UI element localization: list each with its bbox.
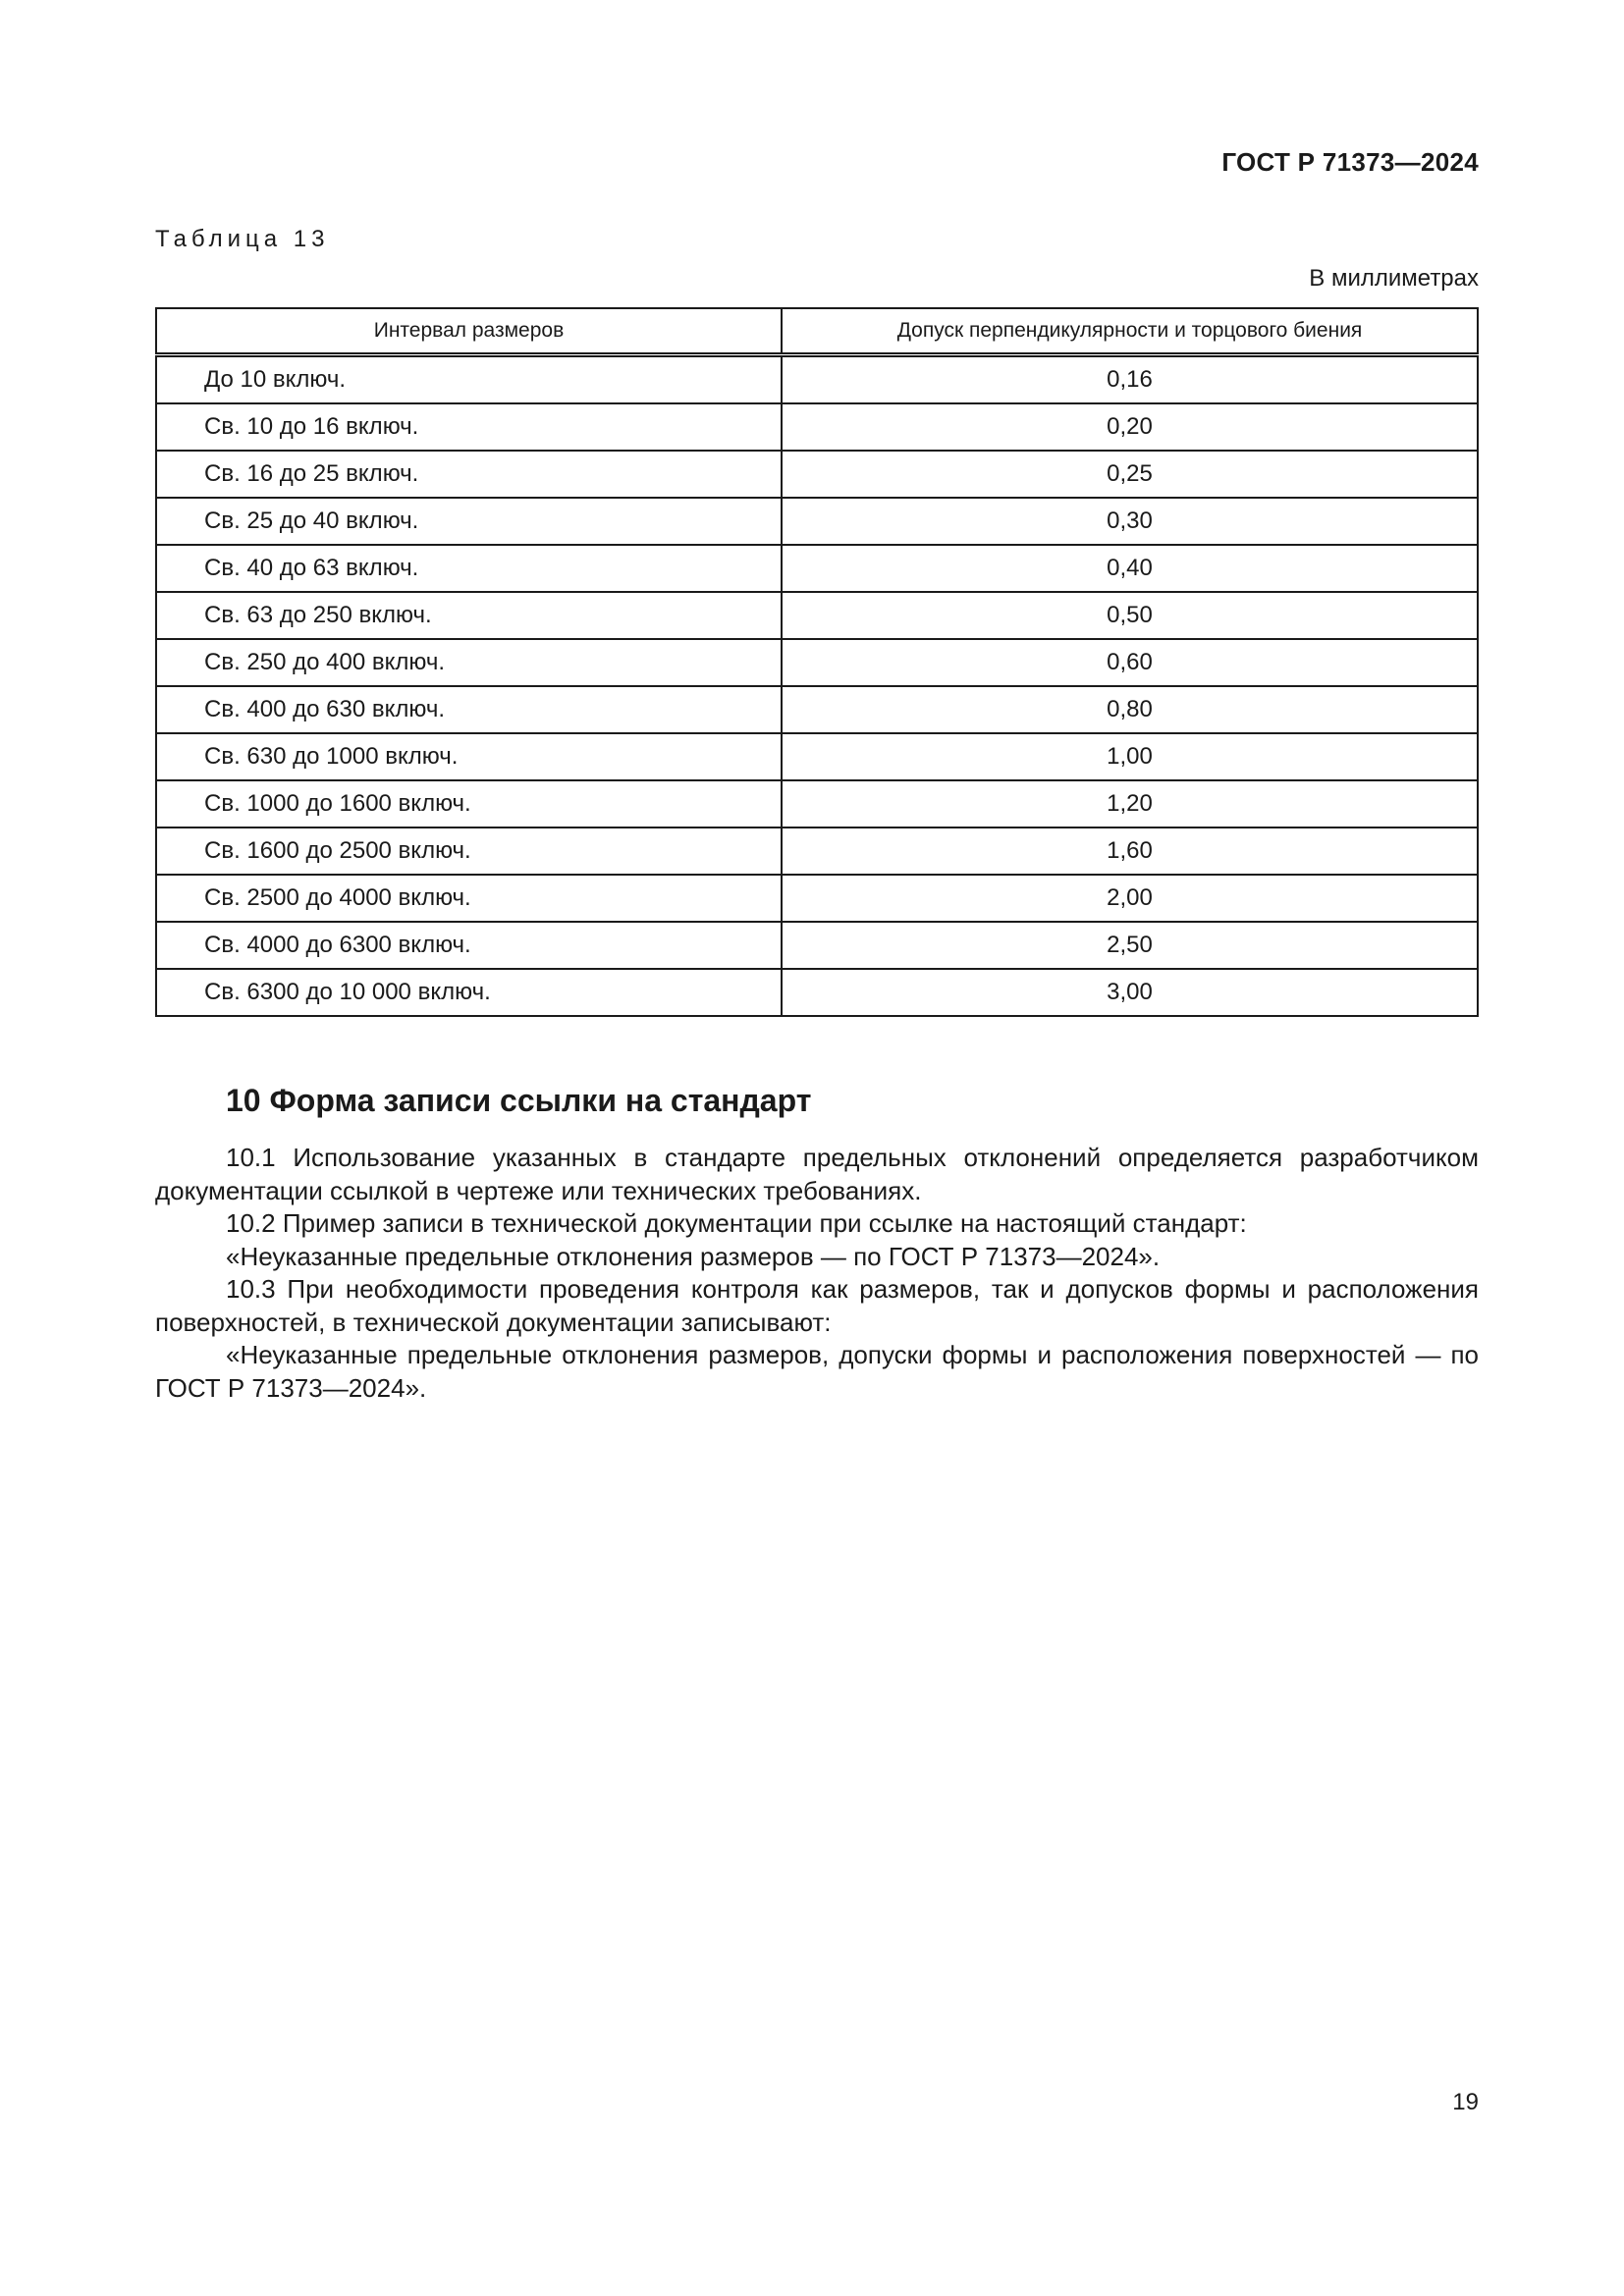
table-row [156,828,1478,875]
tolerance-table [155,307,1479,1017]
tolerance-cell: 1,00 [782,733,1478,780]
table-row [156,545,1478,592]
tolerance-cell: 0,50 [782,592,1478,639]
table-row [156,969,1478,1016]
table-row [156,498,1478,545]
tolerance-cell: 0,30 [782,498,1478,545]
tolerance-cell: 1,60 [782,828,1478,875]
tolerance-cell: 0,40 [782,545,1478,592]
table-row [156,639,1478,686]
interval-cell: Св. 2500 до 4000 включ. [156,875,782,922]
interval-cell: Св. 63 до 250 включ. [156,592,782,639]
document-id: ГОСТ Р 71373—2024 [1221,147,1479,177]
table-row [156,355,1478,404]
paragraph-10-1: 10.1 Использование указанных в стандарте предельных отклонений определяется разработчиком документации ссылкой в чертеже или технических требованиях. [155,1143,1479,1205]
interval-cell: Св. 1600 до 2500 включ. [156,828,782,875]
table-row [156,875,1478,922]
table-units: В миллиметрах [1309,265,1479,292]
tolerance-cell: 2,00 [782,875,1478,922]
interval-cell: Св. 250 до 400 включ. [156,639,782,686]
section-heading: 10 Форма записи ссылки на стандарт [226,1083,812,1118]
interval-cell: Св. 40 до 63 включ. [156,545,782,592]
tolerance-cell: 0,80 [782,686,1478,733]
tolerance-cell: 0,25 [782,451,1478,498]
tolerance-cell: 2,50 [782,922,1478,969]
table-caption: Таблица 13 [155,226,330,252]
tolerance-cell: 1,20 [782,780,1478,828]
table-row [156,780,1478,828]
table-row [156,733,1478,780]
paragraph-10-3: 10.3 При необходимости проведения контроля как размеров, так и допусков формы и расположения поверхностей, в технической документации записывают: [155,1274,1479,1337]
interval-cell: Св. 630 до 1000 включ. [156,733,782,780]
tolerance-cell: 3,00 [782,969,1478,1016]
page-number: 19 [1452,2089,1479,2115]
interval-cell: Св. 400 до 630 включ. [156,686,782,733]
interval-cell: Св. 25 до 40 включ. [156,498,782,545]
interval-cell: Св. 10 до 16 включ. [156,403,782,451]
interval-cell: Св. 6300 до 10 000 включ. [156,969,782,1016]
table-header-row [156,308,1478,355]
tolerance-cell: 0,20 [782,403,1478,451]
interval-cell: Св. 16 до 25 включ. [156,451,782,498]
paragraph-example-1: «Неуказанные предельные отклонения размеров — по ГОСТ Р 71373—2024». [226,1241,1161,1271]
column-header-interval: Интервал размеров [156,308,782,355]
table-row [156,403,1478,451]
table-row [156,592,1478,639]
table-row [156,922,1478,969]
table-row [156,451,1478,498]
table-row [156,686,1478,733]
tolerance-cell: 0,60 [782,639,1478,686]
tolerance-cell: 0,16 [782,355,1478,404]
paragraph-10-2: 10.2 Пример записи в технической документации при ссылке на настоящий стандарт: [226,1208,1247,1238]
column-header-tolerance: Допуск перпендикулярности и торцового биения [782,308,1478,355]
paragraph-example-2: «Неуказанные предельные отклонения размеров, допуски формы и расположения поверхностей — по ГОСТ Р 71373—2024». [155,1340,1479,1403]
interval-cell: Св. 1000 до 1600 включ. [156,780,782,828]
interval-cell: Св. 4000 до 6300 включ. [156,922,782,969]
interval-cell: До 10 включ. [156,355,782,404]
section-body [155,1142,1479,1405]
